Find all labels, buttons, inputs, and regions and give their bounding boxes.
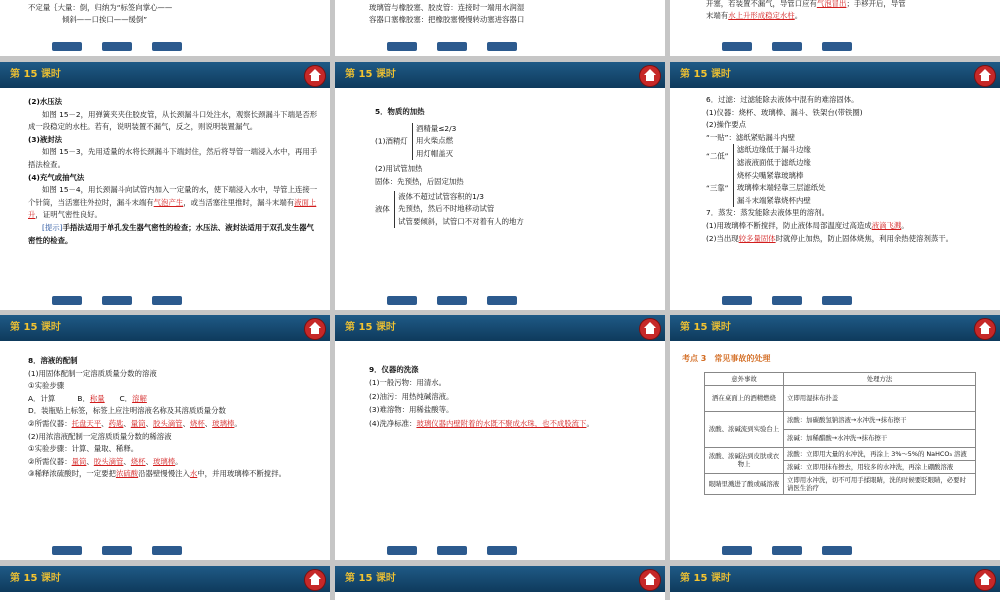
table-cell: 眼睛里溅进了酸或碱溶液 (705, 473, 784, 494)
section-heading: 5．物质的加热 (375, 107, 425, 116)
home-icon[interactable] (639, 569, 661, 591)
slide-header (335, 566, 665, 592)
home-icon[interactable] (974, 65, 996, 87)
nav-button[interactable] (772, 546, 802, 555)
section-heading: (4)充气或抽气法 (28, 172, 85, 182)
slide-footer (670, 542, 1000, 560)
table-cell: 立即用水冲洗，切不可用手揉眼睛，洗的时候要眨眼睛，必要时请医生治疗 (784, 473, 976, 494)
nav-button[interactable] (722, 546, 752, 555)
paragraph: 如图 15－2，用弹簧夹夹住胶皮管，从长颈漏斗口处注水，观察长颈漏斗下端是否形成一段稳定的水柱。若有，说明装置不漏气，反之，则说明装置漏气。 (28, 109, 318, 132)
text-line: 末端有水上升形成稳定水柱。 (706, 11, 803, 20)
slide-footer (335, 292, 665, 310)
text-line: D．装瓶贴上标签，标签上应注明溶液名称及其溶质质量分数 (28, 406, 226, 416)
tip: [提示]手捂法适用于单孔发生器气密性的检查；水压法、液封法适用于双孔发生器气密性的检查。 (28, 222, 314, 245)
slide-b2 (335, 62, 665, 310)
text-line: “一贴”：滤纸紧贴漏斗内壁 (706, 132, 795, 142)
text-line: (2)油污：用热纯碱溶液。 (369, 391, 454, 401)
brace: 液体不超过试管容积的1/3 先预热，然后不时地移动试管 试管要倾斜，试管口不对着有人的地方 (394, 191, 524, 229)
section-heading: 考点 3 常见事故的处理 (682, 354, 771, 363)
nav-button[interactable] (437, 42, 467, 51)
slide-footer (335, 542, 665, 560)
instrument-line: ②所需仪器：量筒、胶头滴管、烧杯、玻璃棒。 (28, 456, 183, 466)
table-row (705, 447, 976, 460)
table-cell: 浓酸：加碳酸氢钠溶液→水冲洗→抹布擦干 (784, 411, 976, 429)
nav-button[interactable] (387, 42, 417, 51)
nav-button[interactable] (822, 546, 852, 555)
nav-button[interactable] (722, 296, 752, 305)
text-line: ③稀释浓硫酸时，一定要把浓硫酸沿器壁慢慢注入水中，并用玻璃棒不断搅拌。 (28, 469, 286, 479)
text-line: 容器口塞橡胶塞：把橡胶塞慢慢转动塞进容器口 (369, 15, 525, 24)
slide-footer (0, 292, 330, 310)
slide-c2 (335, 315, 665, 560)
nav-button[interactable] (52, 42, 82, 51)
text-line: 6．过滤：过滤能除去液体中混有的难溶固体。 (706, 95, 859, 104)
slide-footer (335, 38, 665, 56)
slide-d1 (0, 566, 330, 600)
slide-title: 第 15 课时 (345, 322, 396, 333)
text-line: 7．蒸发：蒸发能除去液体里的溶剂。 (706, 208, 829, 218)
nav-button[interactable] (772, 296, 802, 305)
brace: 滤纸边缘低于漏斗边缘 滤液液面低于滤纸边缘 (733, 144, 811, 169)
slide-title: 第 15 课时 (680, 322, 731, 333)
text-line: (1)仪器：烧杯、玻璃棒、漏斗、铁架台(带铁圈) (706, 107, 863, 117)
liquid-label: 液体 (375, 204, 390, 214)
text-line: (2)当出现较多量固体时就停止加热，防止固体烧焦，利用余热使溶剂蒸干。 (706, 233, 954, 243)
slide-header (0, 62, 330, 88)
slide-title: 第 15 课时 (10, 573, 61, 584)
erdi-group: “二低” 滤纸边缘低于漏斗边缘 滤液液面低于滤纸边缘 (706, 144, 994, 169)
slide-a3 (670, 0, 1000, 56)
slide-title: 第 15 课时 (345, 69, 396, 80)
home-icon[interactable] (974, 569, 996, 591)
slide-d3 (670, 566, 1000, 600)
nav-button[interactable] (822, 42, 852, 51)
table-cell: 浓碱：立即用抹布擦去，用较多的水冲洗，再涂上硼酸溶液 (784, 460, 976, 473)
liquid-group (375, 191, 657, 229)
nav-button[interactable] (487, 296, 517, 305)
slide-a1 (0, 0, 330, 56)
table-cell: 立即用湿抹布扑盖 (784, 385, 976, 411)
nav-button[interactable] (102, 296, 132, 305)
home-icon[interactable] (639, 65, 661, 87)
table-header-row (705, 372, 976, 385)
slide-header (670, 62, 1000, 88)
slide-header (0, 315, 330, 341)
brace: 酒精量≤2/3 用火柴点燃 用灯帽盖灭 (412, 123, 456, 161)
slide-title: 第 15 课时 (10, 69, 61, 80)
slide-title: 第 15 课时 (680, 69, 731, 80)
text-line: (2)用浓溶液配制一定溶质质量分数的稀溶液 (28, 431, 172, 441)
section-heading: 9．仪器的洗涤 (369, 365, 419, 374)
slide-b3 (670, 62, 1000, 310)
nav-button[interactable] (487, 42, 517, 51)
home-icon[interactable] (974, 318, 996, 340)
slide-header (0, 566, 330, 592)
text-line: (4)洗净标准：玻璃仪器内壁附着的水既不聚成水珠，也不成股流下。 (369, 418, 594, 428)
nav-button[interactable] (822, 296, 852, 305)
slide-d2 (335, 566, 665, 600)
slide-b1 (0, 62, 330, 310)
slide-title: 第 15 课时 (680, 573, 731, 584)
text-line: 玻璃管与橡胶塞、胶皮管：连接时一端用水润湿 (369, 3, 525, 12)
lamp-label: (1)酒精灯 (375, 136, 408, 146)
table-row (705, 473, 976, 494)
table-cell: 浓酸、浓碱流到实验台上 (705, 411, 784, 447)
slide-footer (670, 292, 1000, 310)
nav-button[interactable] (152, 546, 182, 555)
instrument-line: ②所需仪器：托盘天平、药匙、量筒、胶头滴管、烧杯、玻璃棒。 (28, 418, 242, 428)
text-line: (1)用玻璃棒不断搅拌，防止液体局部温度过高造成液滴飞溅。 (706, 220, 909, 230)
paragraph: 如图 15－4，用长颈漏斗向试管内加入一定量的水，使下端浸入水中，导管上连接一个针筒，当活塞往外拉时，漏斗末端有气泡产生，或当活塞往里推时，漏斗末端有液面上升，证明气密性良好。 (28, 185, 318, 220)
section-heading: 8．溶液的配制 (28, 356, 78, 365)
slide-title: 第 15 课时 (10, 322, 61, 333)
nav-button[interactable] (52, 296, 82, 305)
nav-button[interactable] (152, 42, 182, 51)
section-heading: (2)水压法 (28, 97, 63, 106)
paragraph: 如图 15－3，先用适量的水将长颈漏斗下端封住，然后将导管一端浸入水中，再用手捂法检查。 (28, 147, 318, 169)
nav-button[interactable] (387, 296, 417, 305)
text-line: ①实验步骤 (28, 381, 65, 391)
text-line: 开塞，若装置不漏气，导管口应有气泡冒出；手移开后，导管 (706, 0, 906, 8)
nav-button[interactable] (487, 546, 517, 555)
nav-button[interactable] (52, 546, 82, 555)
slide-header (670, 566, 1000, 592)
text-line: 倾斜——口挨口——缓倒” (62, 15, 148, 24)
home-icon[interactable] (304, 65, 326, 87)
nav-button[interactable] (437, 546, 467, 555)
text-line: (3)难溶物：用稀盐酸等。 (369, 405, 454, 415)
accident-table (704, 372, 976, 495)
slide-c1 (0, 315, 330, 560)
text-line: (1)一般污物：用清水。 (369, 378, 446, 388)
steps-line: A．计算 B．称量 C．溶解 (28, 393, 147, 403)
text-line: (1)用固体配制一定溶质质量分数的溶液 (28, 368, 157, 378)
nav-button[interactable] (102, 546, 132, 555)
sankao-group: “三靠” 烧杯尖嘴紧靠玻璃棒 玻璃棒末端轻靠三层滤纸处 漏斗末端紧靠烧杯内壁 (706, 170, 994, 208)
slide-header (670, 315, 1000, 341)
nav-button[interactable] (722, 42, 752, 51)
nav-button[interactable] (102, 42, 132, 51)
slide-title: 第 15 课时 (345, 573, 396, 584)
table-header-cell: 处理方法 (784, 372, 976, 385)
table-cell: 洒在桌面上的酒精燃烧 (705, 385, 784, 411)
slide-c3 (670, 315, 1000, 560)
slide-footer (0, 38, 330, 56)
table-cell: 浓酸：立即用大量的水冲洗，再涂上 3%～5%的 NaHCO₃ 溶液 (784, 447, 976, 460)
table-cell: 浓碱：加稀醋酸→水冲洗→抹布擦干 (784, 429, 976, 447)
slide-a2 (335, 0, 665, 56)
slide-header (335, 62, 665, 88)
nav-button[interactable] (152, 296, 182, 305)
table-row (705, 385, 976, 411)
section-heading: (3)液封法 (28, 134, 63, 144)
text-line: (2)操作要点 (706, 120, 747, 130)
nav-button[interactable] (772, 42, 802, 51)
text-line: ①实验步骤：计算、量取、稀释。 (28, 444, 139, 454)
table-cell: 浓酸、浓碱沾到皮肤或衣物上 (705, 447, 784, 473)
home-icon[interactable] (304, 569, 326, 591)
text-line: 不定量｛大量：倒，归纳为“标签向掌心—— (28, 3, 173, 12)
text-line: (2)用试管加热 (375, 164, 423, 174)
home-icon[interactable] (639, 318, 661, 340)
lamp-group (375, 123, 657, 161)
nav-button[interactable] (387, 546, 417, 555)
slide-footer (0, 542, 330, 560)
table-header-cell: 意外事故 (705, 372, 784, 385)
text-line: 固体：先预热，后固定加热 (375, 176, 464, 186)
brace: 烧杯尖嘴紧靠玻璃棒 玻璃棒末端轻靠三层滤纸处 漏斗末端紧靠烧杯内壁 (733, 170, 826, 208)
nav-button[interactable] (437, 296, 467, 305)
home-icon[interactable] (304, 318, 326, 340)
table-row (705, 411, 976, 429)
slide-header (335, 315, 665, 341)
slide-footer (670, 38, 1000, 56)
